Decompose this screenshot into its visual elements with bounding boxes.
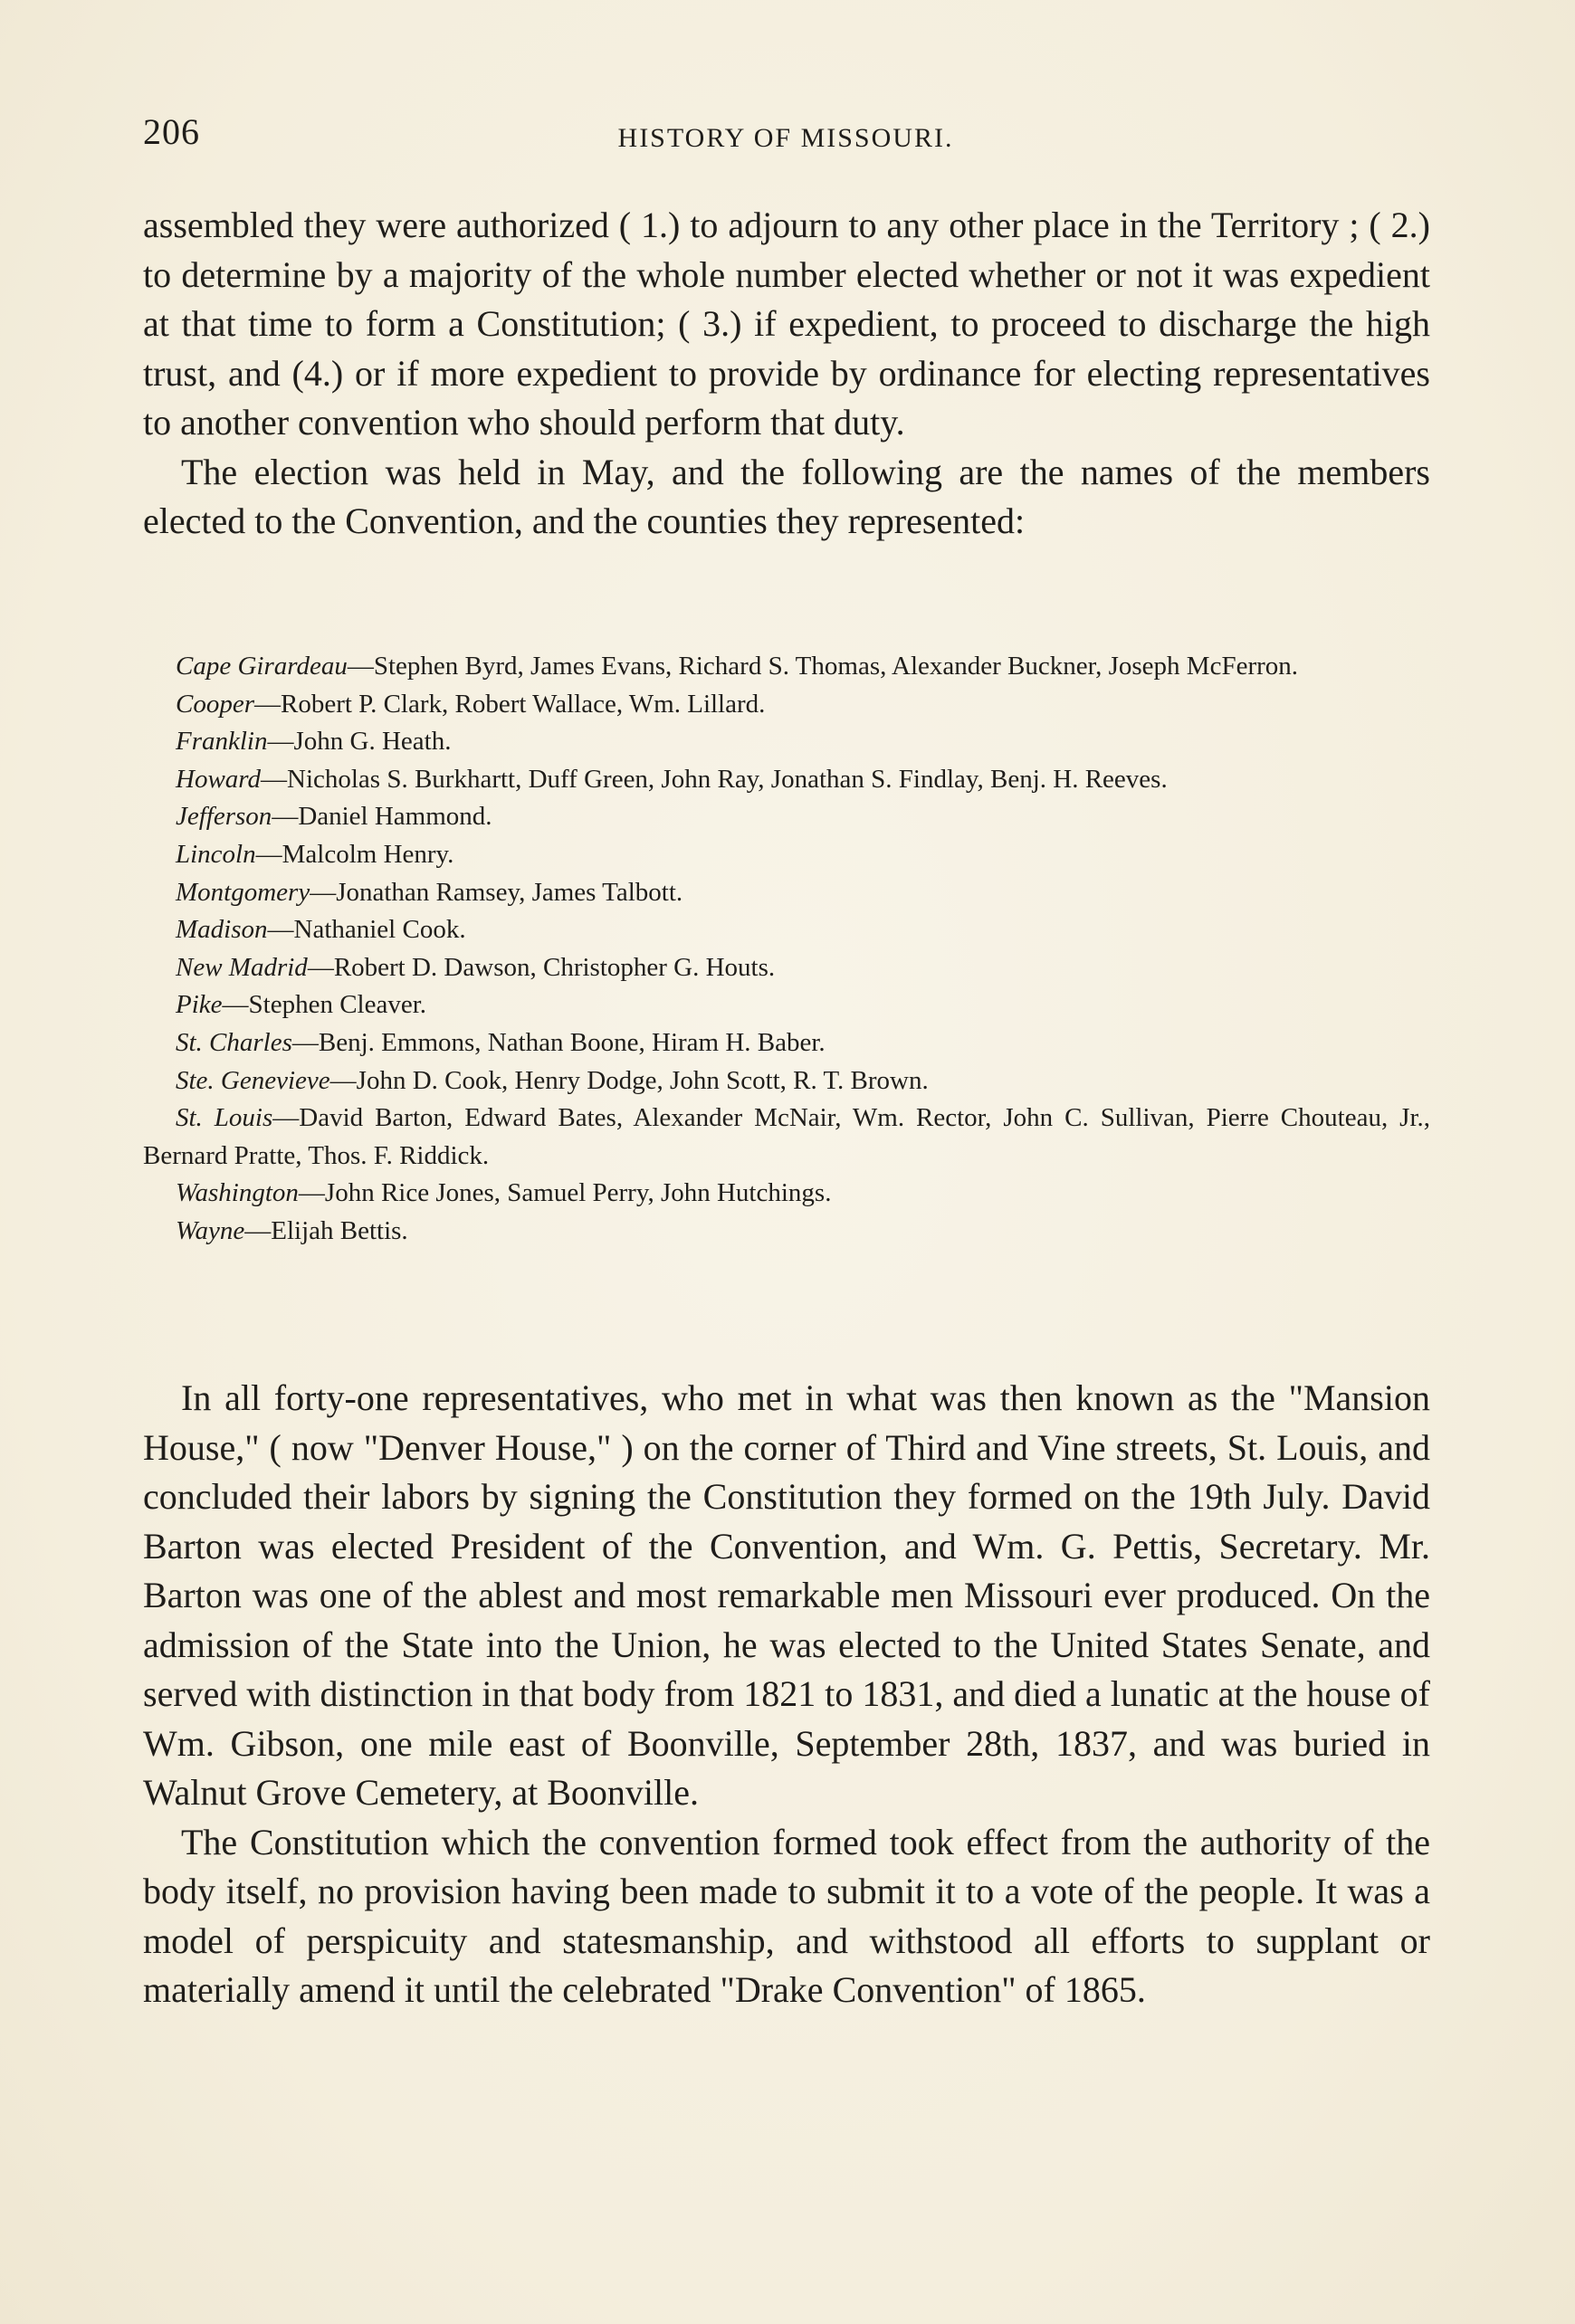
member-names: —John D. Cook, Henry Dodge, John Scott, R. T. Brown. bbox=[329, 1065, 929, 1095]
page-header bbox=[143, 110, 1428, 165]
list-item bbox=[143, 1024, 1430, 1062]
member-names: —Stephen Cleaver. bbox=[222, 990, 427, 1020]
county-name: Wayne bbox=[176, 1215, 245, 1245]
closing-text bbox=[143, 1374, 1430, 2015]
paragraph-forty-one-representatives: In all forty-one representatives, who met in what was then known as the "Mansion House," ( now "Denver House," ) on the corner of Third and Vine streets, St. Louis, and concluded their labors by signing the Constitution they formed on the 19th July. David Barton was elected President of the Convention, and Wm. G. Pettis, Secretary. Mr. Barton was one of the ablest and most remarkable men Missouri ever produced. On the admission of the State into the Union, he was elected to the United States Senate, and served with distinction in that body from 1821 to 1831, and died a lunatic at the house of Wm. Gibson, one mile east of Boonville, September 28th, 1837, and was buried in Walnut Grove Cemetery, at Boonville. bbox=[143, 1377, 1430, 1813]
county-name: Ste. Genevieve bbox=[176, 1065, 330, 1095]
list-item bbox=[143, 836, 1430, 874]
county-name: Montgomery bbox=[176, 877, 310, 907]
member-names: —John G. Heath. bbox=[267, 727, 452, 757]
running-head: HISTORY OF MISSOURI. bbox=[617, 123, 954, 153]
member-names: —Malcolm Henry. bbox=[255, 839, 454, 869]
list-item bbox=[143, 986, 1430, 1024]
county-name: Franklin bbox=[176, 727, 268, 757]
intro-text bbox=[143, 201, 1430, 547]
list-item bbox=[143, 648, 1430, 686]
county-name: St. Charles bbox=[176, 1027, 292, 1057]
member-names: —Daniel Hammond. bbox=[272, 802, 492, 832]
county-name: New Madrid bbox=[176, 952, 308, 982]
member-names: —Nathaniel Cook. bbox=[267, 915, 466, 945]
member-names: —Elijah Bettis. bbox=[244, 1215, 408, 1245]
list-item bbox=[143, 761, 1430, 799]
member-names: —John Rice Jones, Samuel Perry, John Hutchings. bbox=[298, 1178, 832, 1208]
list-item bbox=[143, 798, 1430, 836]
list-item bbox=[143, 949, 1430, 987]
list-item bbox=[143, 1062, 1430, 1100]
list-item bbox=[143, 1100, 1430, 1175]
county-name: St. Louis bbox=[176, 1103, 273, 1133]
member-names: —Robert D. Dawson, Christopher G. Houts. bbox=[307, 952, 776, 982]
list-item bbox=[143, 723, 1430, 761]
list-item bbox=[143, 686, 1430, 724]
list-item bbox=[143, 1213, 1430, 1251]
page-number: 206 bbox=[143, 111, 200, 152]
paragraph-convention-authority: assembled they were authorized ( 1.) to adjourn to any other place in the Territory ; ( 2.) to determine by a majority of the whole number elected whether or not it was expedient at that time to form a Constitution; ( 3.) if expedient, to proceed to discharge the high trust, and (4.) or if more expedient to provide by ordinance for electing representatives to another convention who should perform that duty. bbox=[143, 205, 1430, 443]
county-name: Madison bbox=[176, 915, 268, 945]
member-names: —Robert P. Clark, Robert Wallace, Wm. Lillard. bbox=[254, 689, 766, 719]
county-name: Lincoln bbox=[176, 839, 256, 869]
list-item bbox=[143, 874, 1430, 912]
member-names: —Benj. Emmons, Nathan Boone, Hiram H. Baber. bbox=[291, 1027, 826, 1057]
paragraph-election: The election was held in May, and the following are the names of the members elected to the Convention, and the counties they represented: bbox=[143, 451, 1430, 541]
members-list bbox=[143, 648, 1430, 1251]
county-name: Jefferson bbox=[176, 802, 272, 832]
list-item bbox=[143, 911, 1430, 949]
paragraph-constitution-effect: The Constitution which the convention formed took effect from the authority of the body itself, no provision having been made to submit it to a vote of the people. It was a model of perspicuity and statesmanship, and withstood all efforts to supplant or materially amend it until the celebrated "Drake Convention" of 1865. bbox=[143, 1821, 1430, 2010]
county-name: Howard bbox=[176, 764, 261, 794]
member-names: —David Barton, Edward Bates, Alexander McNair, Wm. Rector, John C. Sullivan, Pierre Chouteau, Jr., Bernard Pratte, Thos. F. Riddick. bbox=[143, 1103, 1430, 1170]
county-name: Washington bbox=[176, 1178, 299, 1208]
county-name: Pike bbox=[176, 990, 223, 1020]
member-names: —Jonathan Ramsey, James Talbott. bbox=[310, 877, 683, 907]
county-name: Cape Girardeau bbox=[176, 652, 348, 681]
county-name: Cooper bbox=[176, 689, 254, 719]
member-names: —Nicholas S. Burkhartt, Duff Green, John Ray, Jonathan S. Findlay, Benj. H. Reeves. bbox=[261, 764, 1168, 794]
member-names: —Stephen Byrd, James Evans, Richard S. Thomas, Alexander Buckner, Joseph McFerron. bbox=[347, 652, 1299, 681]
list-item bbox=[143, 1175, 1430, 1213]
